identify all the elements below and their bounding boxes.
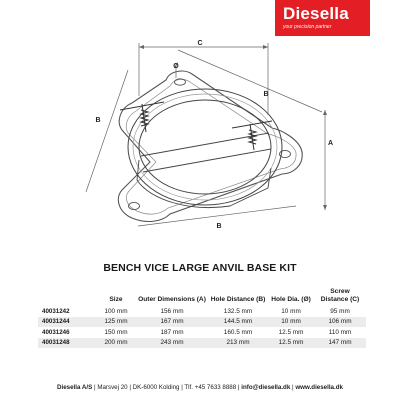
cell-hole-diameter: 10 mm [281, 307, 301, 315]
dim-label-hole-diameter: Ø [173, 63, 179, 70]
cell-outer: 187 mm [160, 328, 184, 336]
footer-email[interactable]: info@diesella.dk [241, 384, 291, 391]
dim-label-a: A [328, 140, 334, 147]
cell-size: 150 mm [104, 328, 128, 336]
footer-separator: | [93, 384, 96, 391]
header-sku [38, 279, 96, 306]
footer-company: Diesella A/S [57, 384, 93, 391]
cell-screw-distance: 95 mm [330, 307, 350, 315]
cell-sku: 40031248 [38, 338, 96, 349]
footer-separator: | [181, 384, 183, 391]
footer-address: Marsvej 20 [97, 384, 128, 391]
cell-screw-distance: 147 mm [314, 338, 366, 349]
table-row [38, 317, 366, 328]
cell-hole-distance: 144.5 mm [208, 317, 268, 328]
cell-size: 200 mm [96, 338, 136, 349]
footer-separator: | [129, 384, 131, 391]
cell-sku: 40031244 [38, 317, 96, 328]
cell-outer: 167 mm [136, 317, 208, 328]
cell-screw-distance: 110 mm [328, 328, 352, 336]
footer-separator: | [237, 384, 240, 391]
turntable-disk [128, 89, 282, 208]
dimension-lines [86, 43, 325, 226]
dim-label-c: C [197, 40, 203, 47]
spec-table [38, 279, 366, 348]
cell-outer: 156 mm [160, 307, 184, 315]
table-row [38, 327, 366, 338]
cell-screw-distance: 106 mm [314, 317, 366, 328]
header-hole-diameter: Hole Dia. (Ø) [271, 295, 311, 303]
cell-hole-diameter: 12.5 mm [278, 328, 304, 336]
header-outer-dimensions: Outer Dimensions (A) [138, 295, 206, 303]
cell-outer: 243 mm [136, 338, 208, 349]
base-plate-outline [118, 71, 302, 221]
table-row [38, 338, 366, 349]
cell-size: 100 mm [104, 307, 128, 315]
dim-label-b-bottom: B [216, 223, 222, 230]
table-row [38, 306, 366, 317]
header-screw-distance: Screw Distance (C) [320, 288, 360, 303]
brand-name: Diesella [283, 4, 349, 23]
footer-city: DK-6000 Kolding [132, 384, 180, 391]
cell-hole-distance: 213 mm [208, 338, 268, 349]
cell-hole-distance: 160.5 mm [223, 328, 253, 336]
cell-hole-distance: 132.5 mm [223, 307, 253, 315]
header-hole-distance: Hole Distance (B) [210, 295, 266, 303]
dim-label-b-right: B [263, 91, 269, 98]
cell-sku: 40031246 [42, 328, 70, 336]
footer-contact [0, 384, 400, 391]
cell-hole-diameter: 12.5 mm [268, 338, 314, 349]
brand-tagline: your precision partner [283, 24, 332, 30]
clamp-screws [120, 102, 272, 150]
footer-website[interactable]: www.diesella.dk [295, 384, 343, 391]
cell-size: 125 mm [96, 317, 136, 328]
footer-separator: | [292, 384, 294, 391]
dim-label-b-left: B [95, 117, 101, 124]
cell-sku: 40031242 [42, 307, 70, 315]
header-size: Size [109, 295, 123, 303]
product-title: BENCH VICE LARGE ANVIL BASE KIT [103, 262, 297, 274]
cell-hole-diameter: 10 mm [268, 317, 314, 328]
table-header-row [38, 279, 366, 306]
footer-phone: Tlf. +45 7633 8888 [184, 384, 237, 391]
